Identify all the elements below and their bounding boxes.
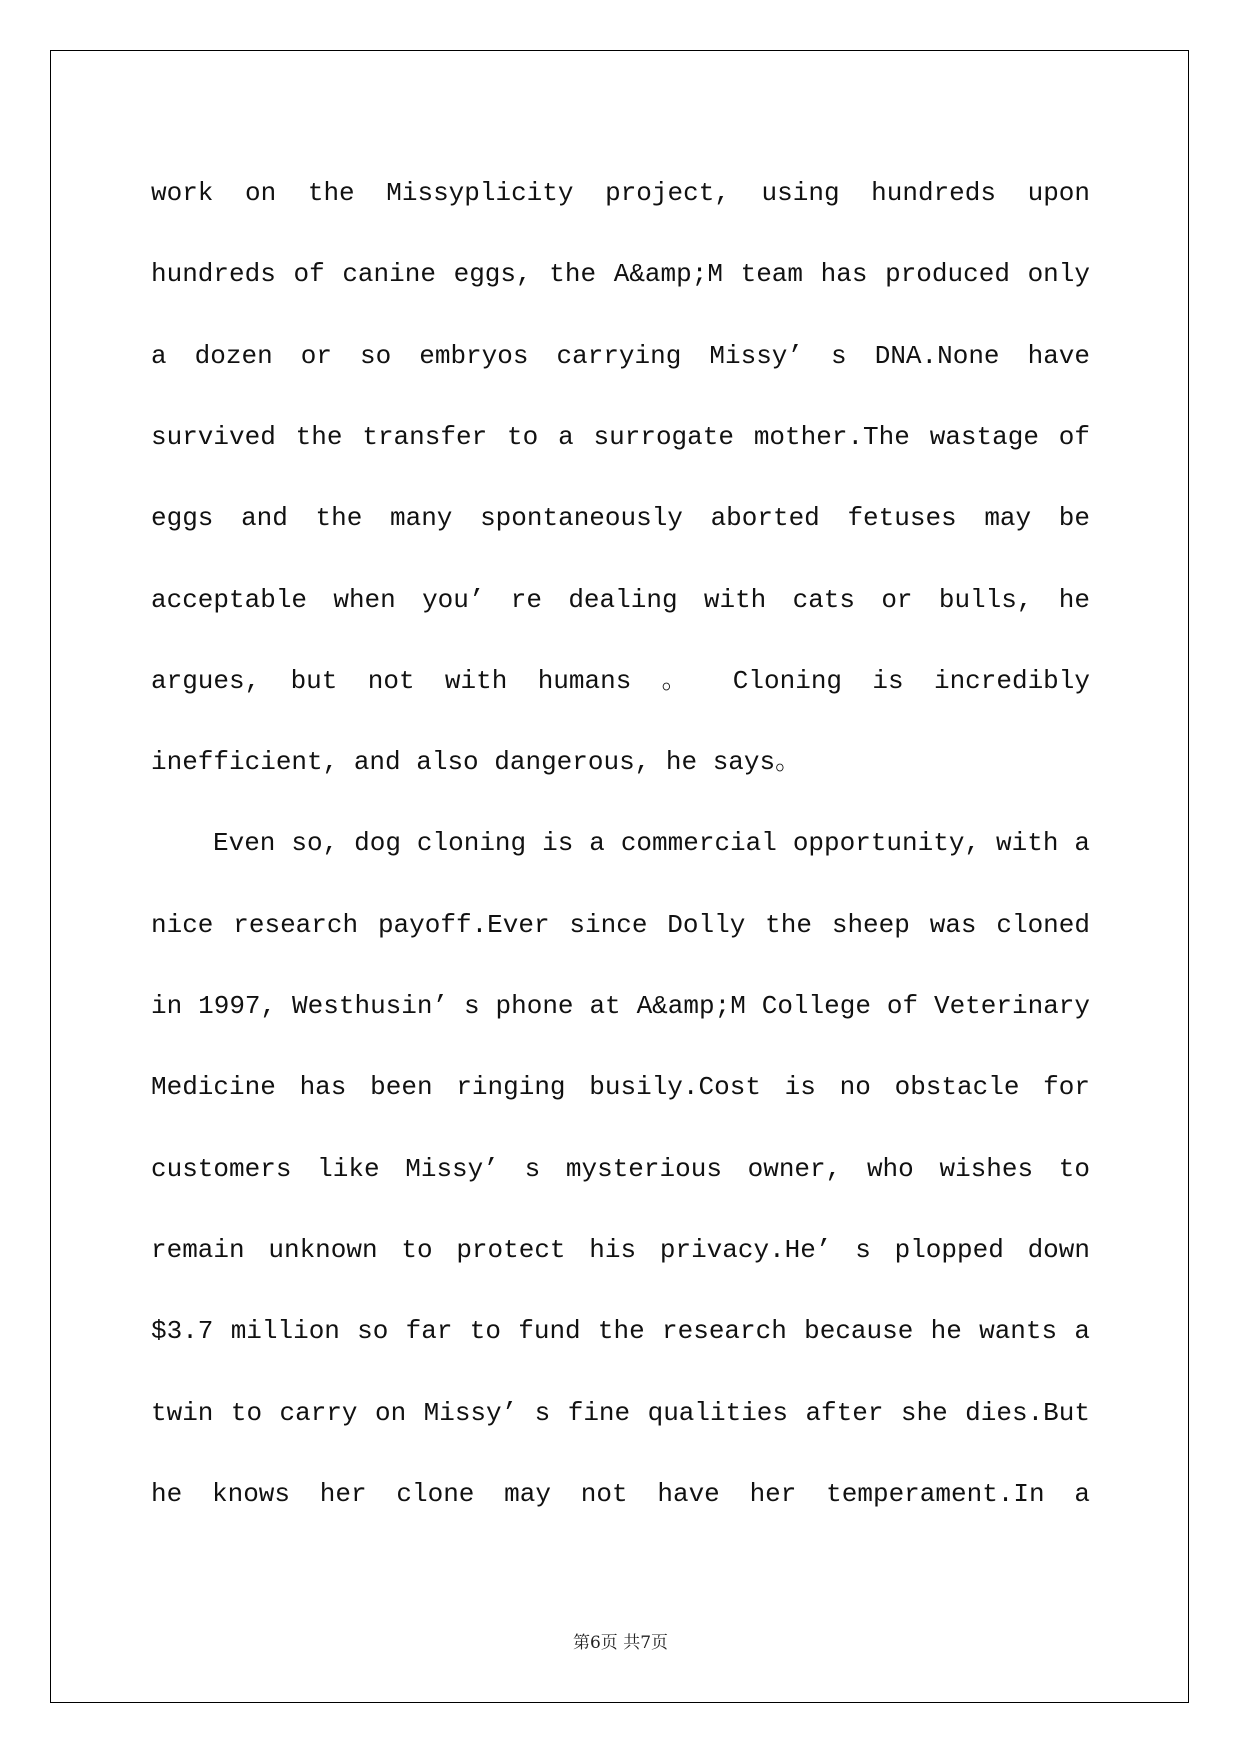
- text-line: $3.7 million so far to fund the research because he wants a: [151, 1316, 1090, 1347]
- text-line: argues, but not with humans 。 Cloning is incredibly: [151, 665, 1090, 696]
- text-line: Even so, dog cloning is a commercial opportunity, with a: [213, 828, 1090, 859]
- page-border: [50, 50, 1189, 1703]
- text-line: acceptable when you’ re dealing with cats or bulls, he: [151, 584, 1090, 615]
- text-line: he knows her clone may not have her temperament.In a: [151, 1478, 1090, 1509]
- text-line: in 1997, Westhusin’ s phone at A&amp;M College of Veterinary: [151, 991, 1090, 1021]
- text-line: inefficient, and also dangerous, he says。: [151, 747, 802, 778]
- text-line: nice research payoff.Ever since Dolly the sheep was cloned: [151, 909, 1090, 940]
- text-line: twin to carry on Missy’ s fine qualities after she dies.But: [151, 1397, 1090, 1428]
- text-line: work on the Missyplicity project, using hundreds upon: [151, 178, 1090, 208]
- text-line: a dozen or so embryos carrying Missy’ s DNA.None have: [151, 340, 1090, 371]
- text-line: remain unknown to protect his privacy.He’ s plopped down: [151, 1234, 1090, 1265]
- text-line: customers like Missy’ s mysterious owner, who wishes to: [151, 1153, 1090, 1184]
- text-line: survived the transfer to a surrogate mother.The wastage of: [151, 421, 1090, 452]
- page-number-footer: 第6页 共7页: [572, 1633, 669, 1653]
- text-line: Medicine has been ringing busily.Cost is no obstacle for: [151, 1072, 1090, 1103]
- text-line: hundreds of canine eggs, the A&amp;M team has produced only: [151, 259, 1090, 290]
- text-line: eggs and the many spontaneously aborted fetuses may be: [151, 503, 1090, 534]
